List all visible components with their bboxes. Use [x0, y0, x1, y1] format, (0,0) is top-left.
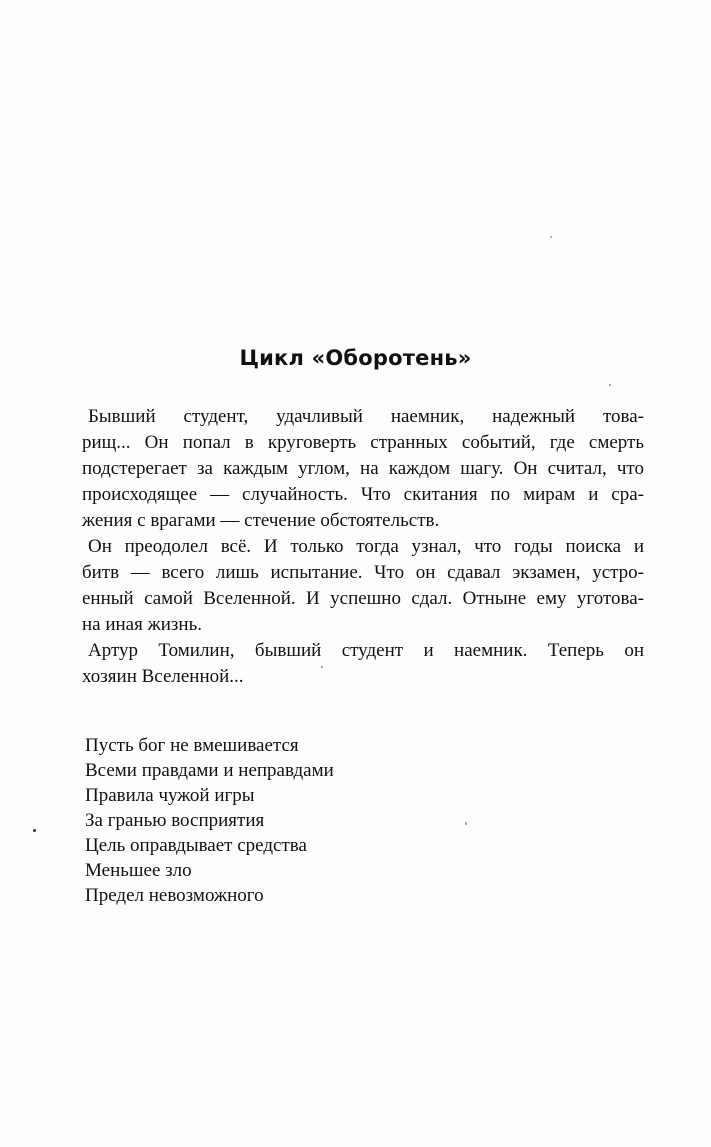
print-speck — [33, 829, 36, 832]
description-line: енный самой Вселенной. И успешно сдал. Отныне ему уготова- — [82, 588, 644, 609]
book-title: Предел невозможного — [85, 885, 264, 906]
description-line: Бывший студент, удачливый наемник, надежный това- — [88, 406, 644, 427]
print-speck — [321, 666, 323, 668]
description-line: Он преодолел всё. И только тогда узнал, что годы поиска и — [88, 536, 644, 557]
book-title: За гранью восприятия — [85, 810, 265, 831]
description-paragraph-3 — [82, 638, 644, 690]
description-line: рищ... Он попал в круговерть странных событий, где смерть — [82, 432, 644, 453]
description-line: жения с врагами — стечение обстоятельств. — [82, 510, 440, 531]
description-paragraph-2 — [82, 534, 644, 638]
description-paragraph-1 — [82, 404, 644, 534]
book-list — [85, 733, 334, 908]
description-line: на иная жизнь. — [82, 614, 202, 635]
series-description — [82, 404, 644, 690]
description-line: битв — всего лишь испытание. Что он сдавал экзамен, устро- — [82, 562, 644, 583]
book-title: Всеми правдами и неправдами — [85, 760, 334, 781]
description-line: хозяин Вселенной... — [82, 666, 244, 687]
description-line: происходящее — случайность. Что скитания по мирам и сра- — [82, 484, 644, 505]
book-title: Пусть бог не вмешивается — [85, 735, 299, 756]
print-speck — [550, 236, 552, 238]
description-line: подстерегает за каждым углом, на каждом шагу. Он считал, что — [82, 458, 644, 479]
book-title: Цель оправдывает средства — [85, 835, 307, 856]
print-speck — [465, 822, 467, 825]
book-title: Правила чужой игры — [85, 785, 255, 806]
print-speck — [609, 384, 611, 386]
series-title: Цикл «Оборотень» — [239, 346, 472, 370]
book-title: Меньшее зло — [85, 860, 192, 881]
description-line: Артур Томилин, бывший студент и наемник. Теперь он — [88, 640, 644, 661]
